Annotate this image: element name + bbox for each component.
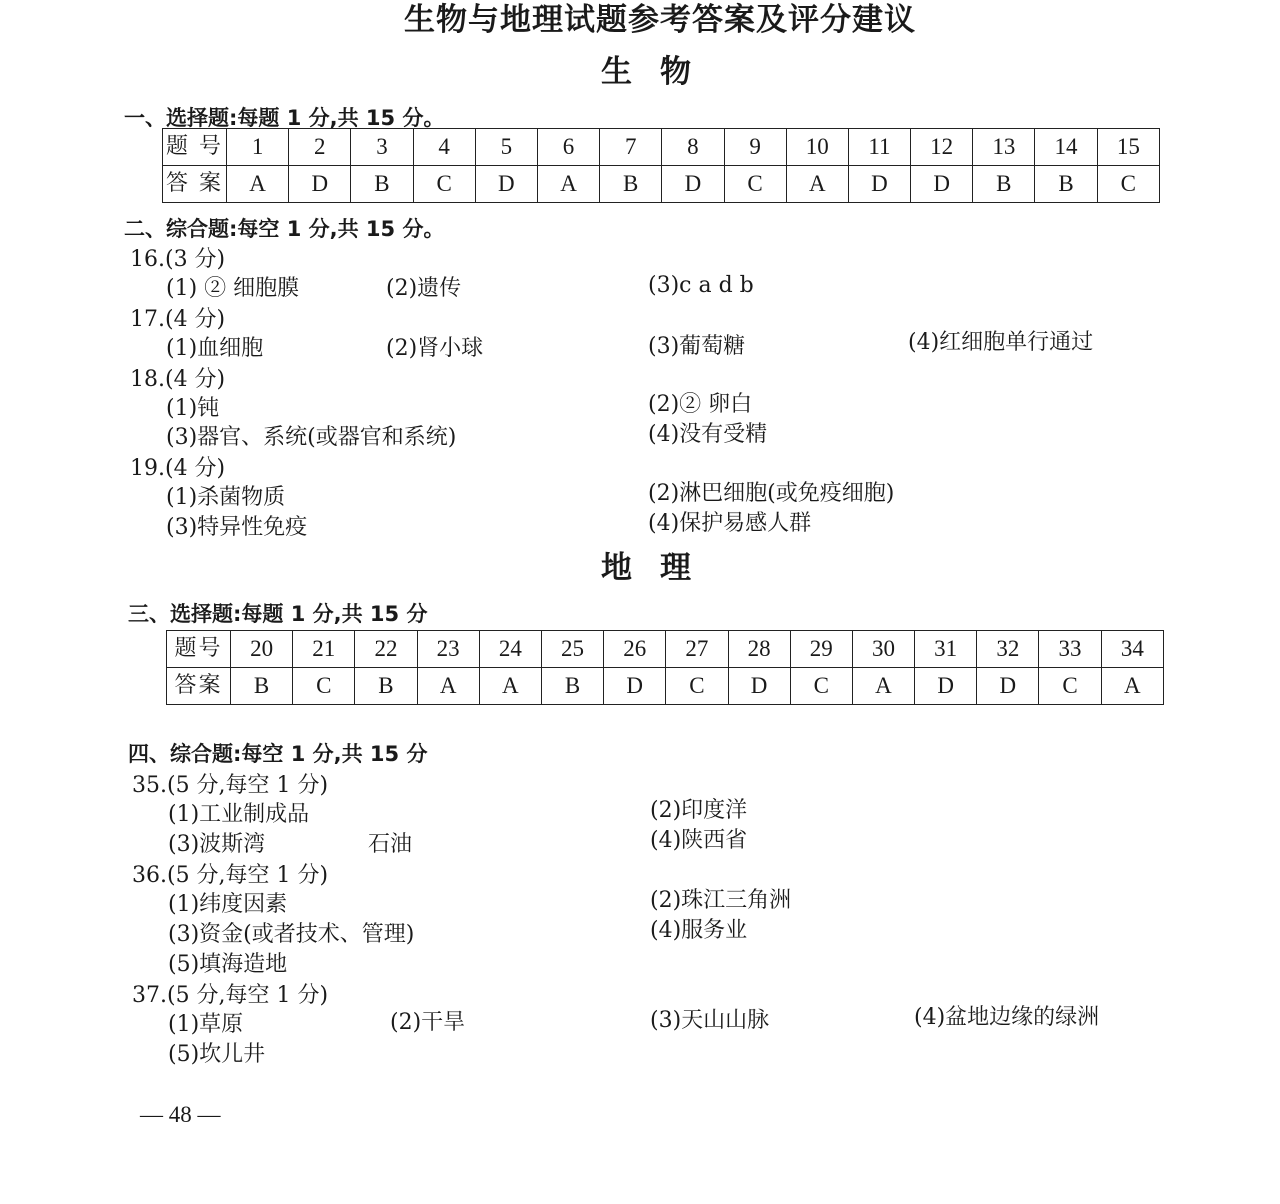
question-number-cell: 33 [1039,631,1101,668]
question-number-cell: 10 [786,129,848,166]
answer-cell: C [1097,166,1159,203]
answer-cell: D [915,668,977,705]
q37-answer-5: (5)坎儿井 [168,1042,266,1067]
answer-cell: B [1035,166,1097,203]
table-row-answers [163,166,1160,203]
section-2-heading: 二、综合题:每空 1 分,共 15 分。 [124,217,445,241]
q19-answer-4: (4)保护易感人群 [648,511,812,536]
answer-cell: C [790,668,852,705]
q16-title: 16.(3 分) [130,247,226,272]
answer-cell: B [973,166,1035,203]
q37-answer-2: (2)干旱 [390,1010,466,1035]
question-number-cell: 24 [479,631,541,668]
q36-answer-4: (4)服务业 [650,918,748,943]
question-number-cell: 21 [293,631,355,668]
question-number-cell: 26 [604,631,666,668]
question-number-cell: 23 [417,631,479,668]
q16-answer-3: (3)c a d b [648,273,754,298]
answer-cell: A [417,668,479,705]
row-label-answers: 答案 [167,668,231,705]
q37-answer-4: (4)盆地边缘的绿洲 [914,1005,1100,1030]
answer-cell: D [848,166,910,203]
question-number-cell: 30 [852,631,914,668]
answer-cell: A [786,166,848,203]
page-title: 生物与地理试题参考答案及评分建议 [404,2,916,38]
answer-cell: D [728,668,790,705]
answer-cell: A [852,668,914,705]
q19-answer-1: (1)杀菌物质 [166,485,286,510]
question-number-cell: 6 [537,129,599,166]
answer-cell: C [666,668,728,705]
answer-cell: A [537,166,599,203]
question-number-cell: 20 [231,631,293,668]
answer-cell: A [227,166,289,203]
question-number-cell: 27 [666,631,728,668]
q36-title: 36.(5 分,每空 1 分) [132,863,329,888]
q17-answer-1: (1)血细胞 [166,336,264,361]
q17-answer-4: (4)红细胞单行通过 [908,330,1094,355]
q18-answer-1: (1)钝 [166,396,220,421]
answer-cell: C [724,166,786,203]
biology-answer-table [162,128,1160,203]
q16-answer-2: (2)遗传 [386,276,462,301]
table-row-answers [167,668,1164,705]
answer-cell: D [911,166,973,203]
answer-cell: B [600,166,662,203]
q35-answer-4: (4)陕西省 [650,828,748,853]
q36-answer-1: (1)纬度因素 [168,892,288,917]
q36-answer-3: (3)资金(或者技术、管理) [168,922,415,947]
q36-answer-2: (2)珠江三角洲 [650,888,792,913]
answer-cell: A [1101,668,1163,705]
answer-cell: B [541,668,603,705]
q18-answer-3: (3)器官、系统(或器官和系统) [166,425,457,450]
biology-heading: 生物 [601,54,719,90]
question-number-cell: 28 [728,631,790,668]
section-1-heading: 一、选择题:每题 1 分,共 15 分。 [124,106,445,130]
answer-cell: C [1039,668,1101,705]
answer-cell: B [355,668,417,705]
q37-answer-3: (3)天山山脉 [650,1008,770,1033]
question-number-cell: 14 [1035,129,1097,166]
question-number-cell: 7 [600,129,662,166]
row-label-numbers: 题号 [167,631,231,668]
answer-cell: B [231,668,293,705]
question-number-cell: 13 [973,129,1035,166]
question-number-cell: 34 [1101,631,1163,668]
answer-cell: A [479,668,541,705]
row-label-numbers: 题 号 [163,129,227,166]
q37-answer-1: (1)草原 [168,1012,244,1037]
answer-cell: C [293,668,355,705]
answer-cell: B [351,166,413,203]
answer-cell: D [289,166,351,203]
q35-answer-1: (1)工业制成品 [168,802,310,827]
q35-answer-3b: 石油 [368,832,413,857]
answer-cell: D [604,668,666,705]
question-number-cell: 3 [351,129,413,166]
geography-heading: 地理 [601,550,719,586]
geography-answer-table [166,630,1164,705]
q18-answer-4: (4)没有受精 [648,422,768,447]
q18-title: 18.(4 分) [130,367,226,392]
page-number: — 48 — [140,1102,221,1127]
q19-answer-3: (3)特异性免疫 [166,515,308,540]
q16-answer-1: (1) ② 细胞膜 [166,276,300,301]
question-number-cell: 4 [413,129,475,166]
q19-title: 19.(4 分) [130,456,226,481]
section-3-heading: 三、选择题:每题 1 分,共 15 分 [128,602,428,626]
table-row-numbers [163,129,1160,166]
table-row-numbers [167,631,1164,668]
question-number-cell: 12 [911,129,973,166]
question-number-cell: 22 [355,631,417,668]
question-number-cell: 29 [790,631,852,668]
q37-title: 37.(5 分,每空 1 分) [132,983,329,1008]
q35-answer-2: (2)印度洋 [650,798,748,823]
question-number-cell: 9 [724,129,786,166]
q17-answer-2: (2)肾小球 [386,336,484,361]
q17-answer-3: (3)葡萄糖 [648,334,746,359]
question-number-cell: 5 [475,129,537,166]
question-number-cell: 1 [227,129,289,166]
question-number-cell: 8 [662,129,724,166]
question-number-cell: 11 [848,129,910,166]
q17-title: 17.(4 分) [130,307,226,332]
section-4-heading: 四、综合题:每空 1 分,共 15 分 [128,742,428,766]
answer-cell: D [662,166,724,203]
q19-answer-2: (2)淋巴细胞(或免疫细胞) [648,481,895,506]
answer-cell: D [977,668,1039,705]
question-number-cell: 31 [915,631,977,668]
row-label-answers: 答 案 [163,166,227,203]
q35-title: 35.(5 分,每空 1 分) [132,773,329,798]
question-number-cell: 2 [289,129,351,166]
question-number-cell: 25 [541,631,603,668]
q36-answer-5: (5)填海造地 [168,952,288,977]
question-number-cell: 15 [1097,129,1159,166]
question-number-cell: 32 [977,631,1039,668]
q35-answer-3: (3)波斯湾 [168,832,266,857]
q18-answer-2: (2)② 卵白 [648,392,753,417]
answer-cell: D [475,166,537,203]
answer-cell: C [413,166,475,203]
